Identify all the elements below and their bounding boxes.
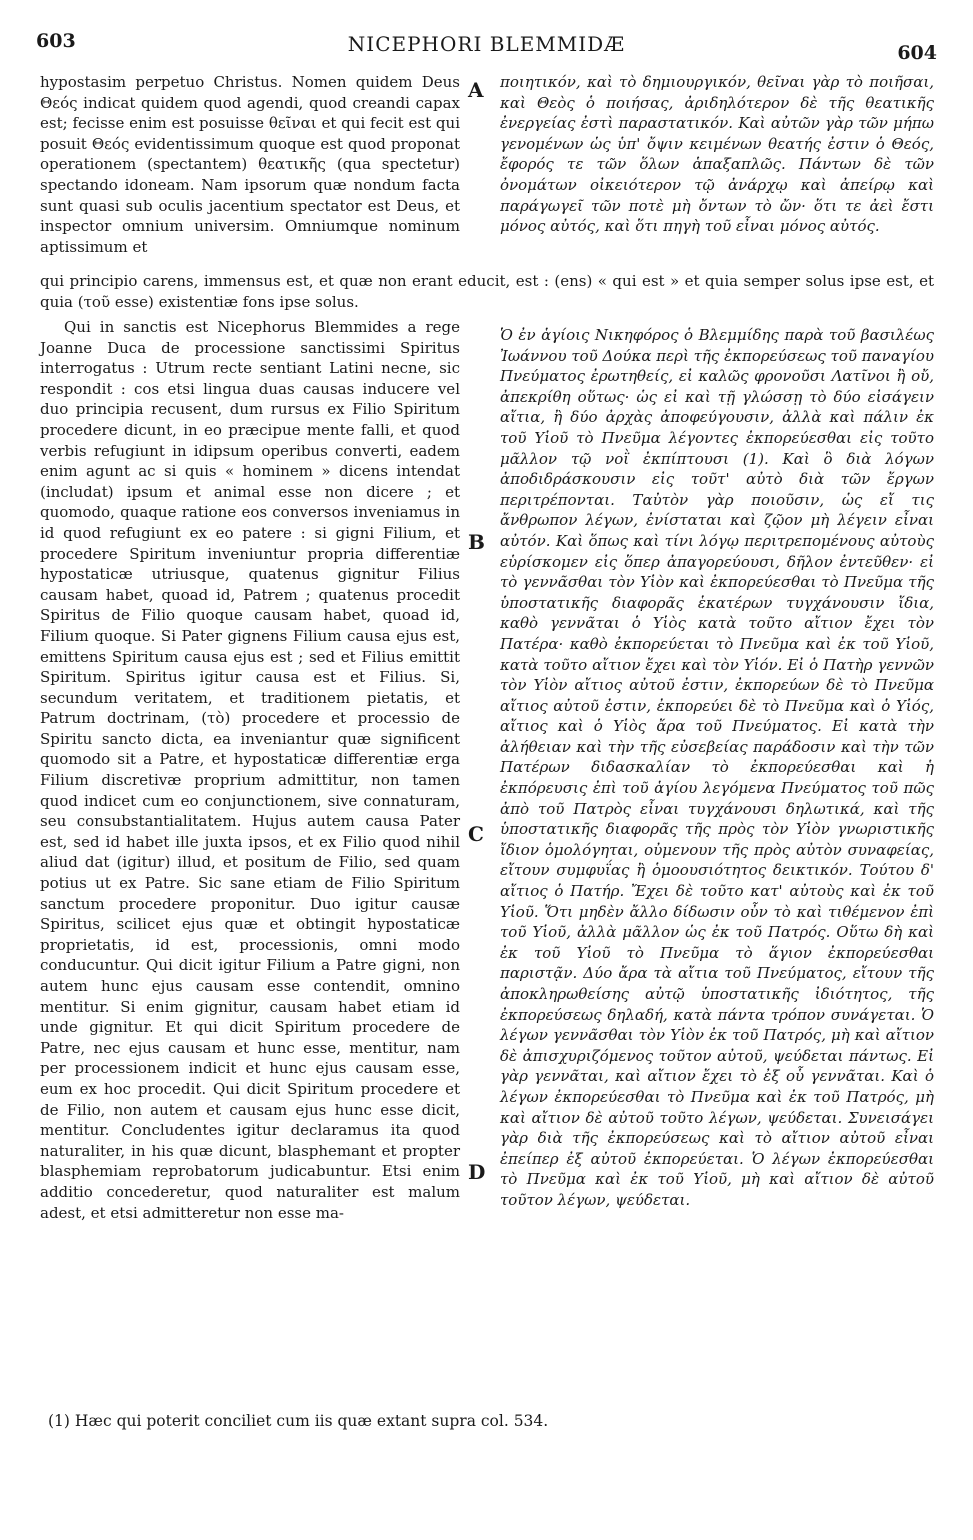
greek-column-main [500, 325, 934, 1211]
footnote: (1) Hæc qui poterit conciliet cum iis quæ extant supra col. 534. [48, 1412, 549, 1430]
section-marker-b: B [468, 530, 485, 554]
left-column-number: 603 [36, 30, 76, 52]
latin-column-top [40, 72, 460, 257]
page-header [36, 30, 937, 64]
section-marker-c: C [468, 822, 484, 846]
section-marker-a: A [468, 78, 484, 102]
greek-column-top [500, 72, 934, 237]
latin-column-main [40, 317, 460, 1223]
latin-paragraph-main: Qui in sanctis est Nicephorus Blemmides a rege Joanne Duca de processione sanctissimi Spiritus interrogatus : Utrum recte sentiant Latini necne, sic respondit : cos etsi lingua duas causas inducere vel duo principia recusent, dum rursus ex Filio Spiritum procedere dicunt, in eo præcipue mente falli, et quod verbis refugiunt in idipsum operibus converti, eadem enim agunt ac si quis « hominem » dicens intendat (includat) ipsum et animal esse non dicere ; et quomodo, quaque ratione eos conversos inveniamus in id quod refugiunt ex eo patere : si gigni Filium, et procedere Spiritum inveniuntur propria differentiæ hypostaticæ utriusque, quatenus gignitur Filius causam habet, quoad id, Patrem ; quatenus procedit Spiritus de Filio quoque causam habet, quoad id, Filium quoque. Si Pater gignens Filium causa ejus est, emittens Spiritum causa ejus est ; sed et Filius emittit Spiritum. Spiritus igitur causa est et Filius. Si, secundum veritatem, et traditionem pietatis, et Patrum doctrinam, (τὸ) procedere et processio de Spiritu sancto dicta, ea inveniantur quæ significent quomodo sit a Patre, et hypostaticæ differentiæ erga Filium discretivæ proprium admittitur, non tamen quod indicet cum eo conjunctionem, sive connaturam, seu consubstantialitatem. Hujus autem causa Pater est, sed id habet ille juxta ipsos, et ex Filio quod nihil aliud dat (igitur) illud, et positum de Filio, sed quam potius ut ex Patre. Sic sane etiam de Filio Spiritum sanctum procedere proponitur. Duo igitur causæ Spiritus, scilicet ejus quæ et obtingit hypostaticæ proprietatis, id est, processionis, omni modo conducuntur. Qui dicit igitur Filium a Patre gigni, non autem hunc ejus causam esse contendit, omnino mentitur. Si enim gignitur, causam habet etiam id unde gignitur. Et qui dicit Spiritum procedere de Patre, nec ejus causam et hunc esse, mentitur, nam per processionem indicit et hunc ejus causam esse, eum ex hoc procedit. Qui dicit Spiritum procedere et de Filio, non autem et causam ejus hunc esse dicit, mentitur. Concludentes igitur declaramus ita quod naturaliter, in his quæ dicunt, blasphemant et propter blasphemiam reprobatorum judicabuntur. Etsi enim additio concederetur, quod naturaliter est malum adest, et etsi admitteretur non esse ma- [40, 318, 460, 1222]
greek-paragraph-top: ποιητικόν, καὶ τὸ δημιουργικόν, θεῖναι γὰρ τὸ ποιῆσαι, καὶ Θεὸς ὁ ποιήσας, ἀριδηλότερον δὲ τῆς θεατικῆς ἐνεργείας ἐστὶ παραστατικόν. Καὶ αὐτῶν γὰρ τῶν μήπω γενομένων ὡς ὑπ' ὄψιν κειμένων θεατής ἐστιν ὁ Θεός, ἔφορός τε τῶν ὅλων ἁπαξαπλῶς. Πάντων δὲ τῶν ὀνομάτων οἰκειότερον τῷ ἀνάρχῳ καὶ ἀπείρῳ καὶ παράγωγεῖ τῶν ποτὲ μὴ ὄντων τὸ ὤν· ὅτι τε ἀεὶ ἔστι μόνος αὐτός, καὶ ὅτι πηγὴ τοῦ εἶναι μόνος αὐτός. [500, 73, 934, 236]
full-width-line: qui principio carens, immensus est, et quæ non erant educit, est : (ens) « qui est » et quia semper solus ipse est, et quia (τοῦ esse) existentiæ fons ipse solus. [40, 272, 934, 311]
latin-paragraph-top: hypostasim perpetuo Christus. Nomen quidem Deus Θεός indicat quidem quod agendi, quod creandi capax est; fecisse enim est posuisse θεῖναι et qui fecit est qui posuit Θεός evidentissimum quoque est quod proponat operationem (spectantem) θεατικῆς (qua spectetur) spectando idoneam. Nam ipsorum quæ nondum facta sunt quasi sub oculis jacentium spectator est Deus, et inspector omnium universim. Omniumque nominum aptissimum et [40, 73, 460, 256]
right-column-number: 604 [897, 42, 937, 64]
section-marker-d: D [468, 1160, 486, 1184]
greek-paragraph-main: Ὁ ἐν ἁγίοις Νικηφόρος ὁ Βλεμμίδης παρὰ τοῦ βασιλέως Ἰωάννου τοῦ Δούκα περὶ τῆς ἐκπορεύσεως τοῦ παναγίου Πνεύματος ἐρωτηθείς, εἰ καλῶς φρονοῦσι Λατῖνοι ἢ οὔ, ἀπεκρίθη οὕτως· ὡς εἰ καὶ τῇ γλώσσῃ τὸ δύο εἰσάγειν αἴτια, ἢ δύο ἀρχὰς ἀποφεύγουσιν, ἀλλὰ καὶ πάλιν ἐκ τοῦ Υἱοῦ τὸ Πνεῦμα λέγοντες ἐκπορεύεσθαι εἰς τοῦτο μᾶλλον τῷ νοῒ ἐκπίπτουσι (1). Καὶ ὃ διὰ λόγων ἀποδιδράσκουσιν εἰς τοῦτ' αὐτὸ διὰ τῶν ἔργων περιτρέπονται. Ταὐτὸν γὰρ ποιοῦσιν, ὡς εἴ τις ἄνθρωπον λέγων, ἐνίσταται καὶ ζῷον μὴ λέγειν εἶναι αὐτόν. Καὶ ὅπως καὶ τίνι λόγῳ περιτρεπομένους αὐτοὺς εὑρίσκομεν εἰς ὅπερ ἀπαγορεύουσι, δῆλον ἐντεῦθεν· εἰ τὸ γεννᾶσθαι τὸν Υἱὸν καὶ ἐκπορεύεσθαι τὸ Πνεῦμα τῆς ὑποστατικῆς διαφορᾶς ἑκατέρων τυγχάνουσιν ἴδια, καθὸ γεννᾶται ὁ Υἱὸς κατὰ τοῦτο αἴτιον ἔχει τὸν Πατέρα· καθὸ ἐκπορεύεται τὸ Πνεῦμα καὶ ἐκ τοῦ Υἱοῦ, κατὰ τοῦτο αἴτιον ἔχει καὶ τὸν Υἱόν. Εἰ ὁ Πατὴρ γεννῶν τὸν Υἱὸν αἴτιος αὐτοῦ ἐστιν, ἐκπορεύων δὲ τὸ Πνεῦμα αἴτιος αὐτοῦ ἐστιν, ἐκπορεύει δὲ τὸ Πνεῦμα καὶ ὁ Υἱός, αἴτιος καὶ ὁ Υἱὸς ἄρα τοῦ Πνεύματος. Εἰ κατὰ τὴν ἀλήθειαν καὶ τὴν τῆς εὐσεβείας παράδοσιν καὶ τὴν τῶν Πατέρων διδασκαλίαν τὸ ἐκπορεύεσθαι καὶ ἡ ἐκπόρευσις ἐπὶ τοῦ ἁγίου λεγόμενα Πνεύματος τοῦ πῶς ἀπὸ τοῦ Πατρὸς εἶναι τυγχάνουσι δηλωτικά, καὶ τῆς ὑποστατικῆς διαφορᾶς τῆς πρὸς τὸν Υἱὸν γνωριστικῆς ἴδιον ὁμολόγηται, οὐμενουν τῆς πρὸς αὐτὸν συναφείας, εἴτουν συμφυΐας ἢ ὁμοουσιότητος δεικτικόν. Τούτου δ' αἴτιος ὁ Πατήρ. Ἔχει δὲ τοῦτο κατ' αὐτοὺς καὶ ἐκ τοῦ Υἱοῦ. Ὅτι μηδὲν ἄλλο δίδωσιν οὖν τὸ καὶ τιθέμενον ἐπὶ τοῦ Υἱοῦ, ἀλλὰ μᾶλλον ὡς ἐκ τοῦ Πατρός. Οὕτω δὴ καὶ ἐκ τοῦ Υἱοῦ τὸ Πνεῦμα τὸ ἅγιον ἐκπορεύεσθαι παριστᾷν. Δύο ἄρα τὰ αἴτια τοῦ Πνεύματος, εἴτουν τῆς ἀποκληρωθείσης αὐτῷ ὑποστατικῆς ἰδιότητος, τῆς ἐκπορεύσεως δηλαδή, κατὰ πάντα τρόπον συνάγεται. Ὁ λέγων γεννᾶσθαι τὸν Υἱὸν ἐκ τοῦ Πατρός, μὴ καὶ αἴτιον δὲ ἀπισχυριζόμενος τοῦτον αὐτοῦ, ψεύδεται πάντως. Εἰ γὰρ γεννᾶται, καὶ αἴτιον ἔχει τὸ ἐξ οὗ γεννᾶται. Καὶ ὁ λέγων ἐκπορεύεσθαι τὸ Πνεῦμα καὶ ἐκ τοῦ Πατρός, μὴ καὶ αἴτιον δὲ αὐτοῦ τοῦτο λέγων, ψεύδεται. Συνεισάγει γὰρ διὰ τῆς ἐκπορεύσεως καὶ τὸ αἴτιον αὐτοῦ εἶναι ἐπείπερ ἐξ αὐτοῦ ἐκπορεύεται. Ὁ λέγων ἐκπορεύεσθαι τὸ Πνεῦμα καὶ ἐκ τοῦ Υἱοῦ, μὴ καὶ αἴτιον δὲ αὐτοῦ τοῦτον λέγων, ψεύδεται. [500, 326, 934, 1209]
running-title: NICEPHORI BLEMMIDÆ [347, 32, 626, 56]
